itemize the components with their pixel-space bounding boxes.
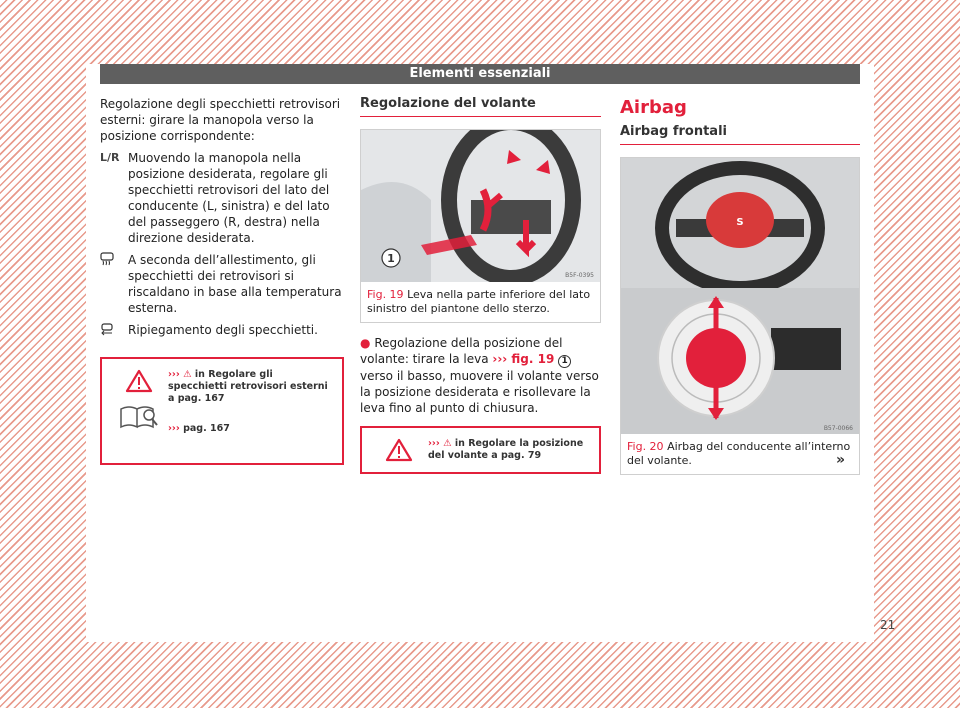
warning-box-mirrors <box>100 357 344 465</box>
steering-instructions: ● Regolazione della posizione del volante: tirare la leva ››› fig. 19 1 verso il basso, muovere il volante verso la posizione desiderata e risollevare la leva fino al punto di chiusura. <box>360 336 599 415</box>
key-lr: L/R <box>100 151 120 164</box>
item-heating-text: A seconda dell’allestimento, gli specchietti dei retrovisori si riscaldano in base alla temperatura esterna. <box>128 253 342 315</box>
figure-20-caption <box>621 434 859 474</box>
fig-19-link[interactable]: ››› fig. 19 <box>492 352 555 366</box>
svg-text:S: S <box>736 217 744 228</box>
manual-book-icon <box>119 403 159 429</box>
fig-caption-20: Airbag del conducente all’interno del volante. <box>627 440 851 467</box>
figure-19-caption <box>361 282 600 322</box>
callout-1: 1 <box>387 252 395 265</box>
fig-caption-19: Leva nella parte inferiore del lato sinistro del piantone dello sterzo. <box>367 288 591 315</box>
item-lr-text: Muovendo la manopola nella posizione desiderata, regolare gli specchietti retrovisori del lato del conducente (L, sinistra) e del lato del passeggero (R, destra) nella direzione desiderata. <box>128 151 330 245</box>
mirror-fold-icon <box>100 322 128 341</box>
mirror-heating-icon <box>100 252 128 316</box>
column-mirrors <box>100 96 344 465</box>
item-lr <box>100 150 344 246</box>
warning-ref-mirrors[interactable]: ››› ⚠ in Regolare gli specchietti retrovisori esterni a pag. 167 <box>168 369 328 404</box>
column-airbag <box>620 96 860 475</box>
figure-19 <box>360 129 601 323</box>
warning-icon <box>125 369 153 393</box>
book-ref-mirrors[interactable]: ››› pag. 167 <box>168 423 230 434</box>
steering-lever-illustration <box>361 130 600 282</box>
section-title-steering: Regolazione del volante <box>360 96 601 117</box>
item-heating <box>100 252 344 316</box>
fig-label-20: Fig. 20 <box>627 440 664 453</box>
fig-label-19: Fig. 19 <box>367 288 404 301</box>
warning-icon <box>385 438 413 462</box>
section-title-front-airbags: Airbag frontali <box>620 124 860 145</box>
figure-20 <box>620 157 860 475</box>
page-number: 21 <box>880 618 896 632</box>
mirrors-intro: Regolazione degli specchietti retrovisori esterni: girare la manopola verso la posizione corrispondente: <box>100 97 341 143</box>
airbag-illustration <box>621 158 859 434</box>
continue-marker: » <box>836 452 846 468</box>
callout-ref-1: 1 <box>558 355 571 368</box>
item-fold <box>100 322 344 341</box>
warning-box-steering <box>360 426 601 474</box>
fig-code-19: B5F-0395 <box>565 272 594 279</box>
fig-code-20: B57-0066 <box>823 425 853 432</box>
chapter-title-airbag: Airbag <box>620 97 687 118</box>
warning-ref-steering[interactable]: ››› ⚠ in Regolare la posizione del volante a pag. 79 <box>428 438 584 461</box>
page-header: Elementi essenziali <box>100 64 860 84</box>
item-fold-text: Ripiegamento degli specchietti. <box>128 323 318 337</box>
column-steering <box>360 96 601 474</box>
